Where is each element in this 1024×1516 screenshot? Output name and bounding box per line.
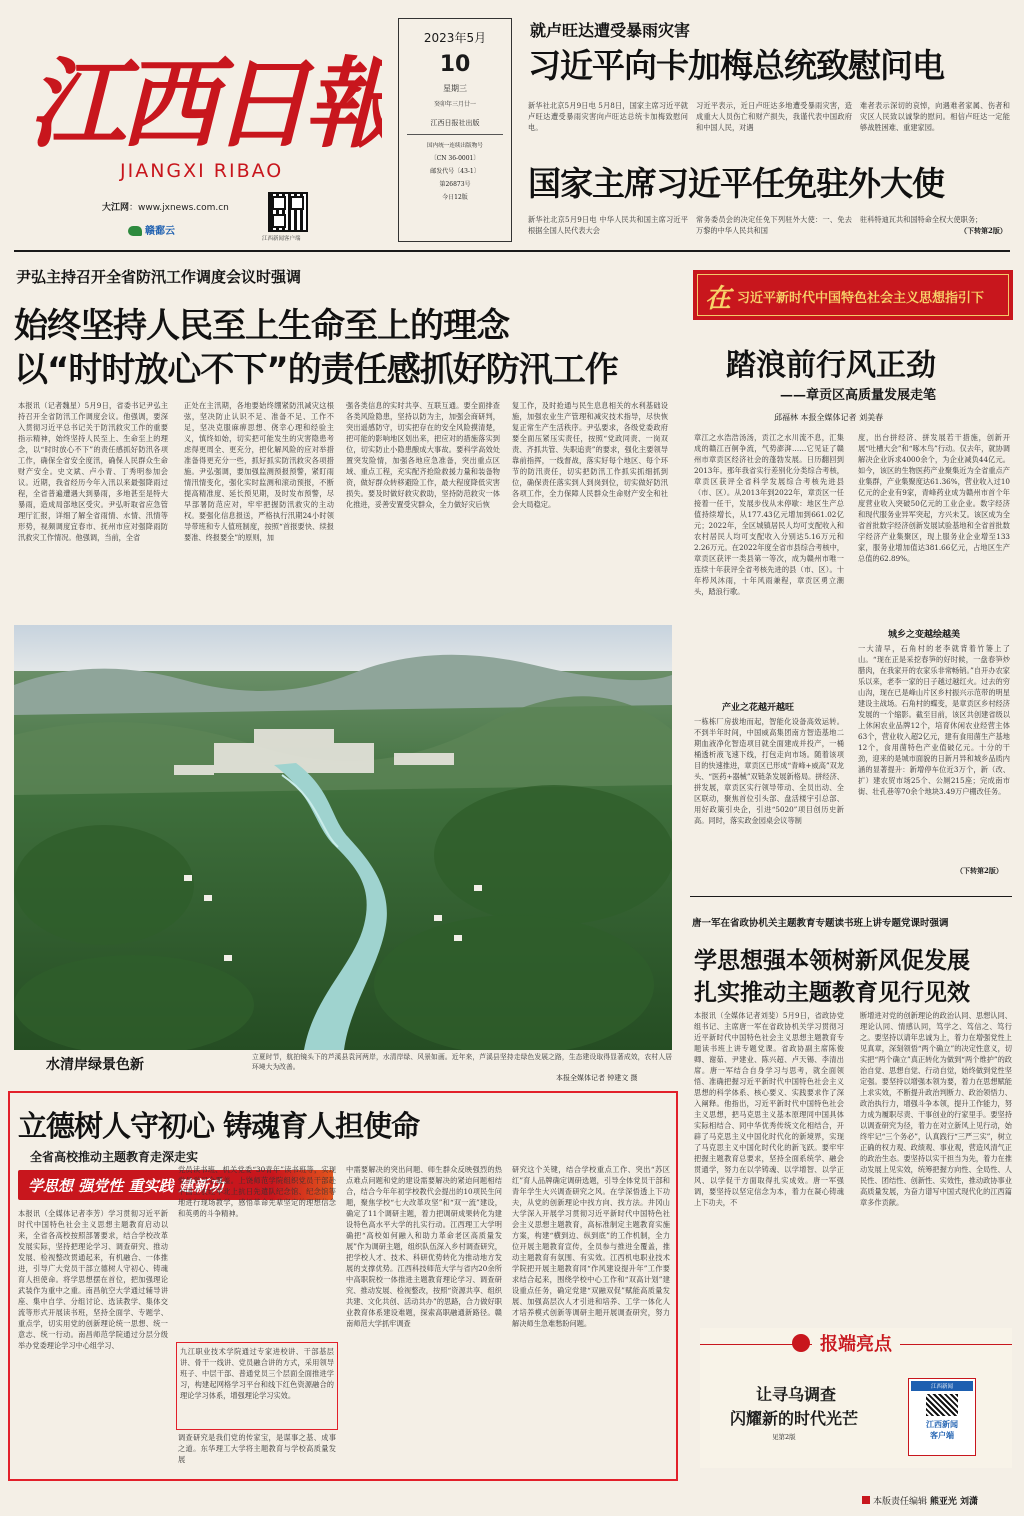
app-logo[interactable] bbox=[128, 222, 175, 237]
cn-number: 〔CN 36-0001〕 bbox=[430, 155, 480, 162]
education-col2c: 调查研究是我们党的传家宝，是谋事之基、成事之道。东华理工大学将主题教育与学校高质量发展 bbox=[178, 1433, 336, 1464]
lead-col4: 复工作，及时抢通与民生息息相关的水利基础设施，加强农业生产管理和减灾技术指导，尽快恢复正常生产生活秩序。尹弘要求，各级党委政府要全面压紧压实责任，按照“党政同责、一岗双责、齐抓共管、失职追责”的要求，强化主要领导靠前指挥，一线督战，落实好每个地区、每个环节的防汛责任，切实把防汛工作抓实抓细抓到位，确保责任落实到人到岗到位，切实做好防汛各项工作，全力保障人民群众生命财产安全和社会大局稳定。 bbox=[512, 401, 668, 509]
site-label: 大江网 bbox=[102, 203, 130, 213]
education-subhead: 全省高校推动主题教育走深走实 bbox=[30, 1150, 199, 1164]
education-col2b: 九江职业技术学院通过专家进校讲、干部基层讲、骨干一线讲、党员融合讲的方式，采用领导班子、中层干部、普通党员三个层面全面推进学习，构建起网格学习平台和线下红色资源融合的理论学习体系，增强理论学习实效。 bbox=[180, 1347, 334, 1400]
banner-prefix: 在 bbox=[705, 284, 732, 314]
special-banner bbox=[693, 270, 1013, 320]
story3-col2: 断增进对党的创新理论的政治认同、思想认同、理论认同、情感认同，笃学之、笃信之、笃行之。要坚持以请年忠诚为上，着力在增强党性上见真章，深刻领悟“两个确立”的决定性意义，切实把“两个确立”真正转化为做到“两个维护”的政治自觉、思想自觉、行动自觉，始终做到党性坚定强。要坚持以增强本领为要，着力在思想赋能上求实效，不断提升政治判断力、政治领悟力、政治执行力，增强斗争本领，提升工作能力，努力成为履职尽责、干事创业的行家里手。要坚持以调查研究为径，着力在对立新风上见行动，始终牢记“三个务必”，认真践行“三严三实”，树立正确的权力观、政绩观、事业观，营造风清气正的政治生态。要坚持以实干担当为先，着力在推动发展上见实效，统筹把握方向性、全局性、人民性、团结性、创新性、实效性，推动政协事业高质量发展，为奋力谱写中国式现代化的江西篇章多作贡献。 bbox=[860, 1011, 1012, 1207]
postal-code: 邮发代号〔43-1〕 bbox=[430, 168, 480, 175]
education-col1: 本报讯（全媒体记者李芳）学习贯彻习近平新时代中国特色社会主义思想主题教育启动以来，全省各高校按照部署要求，结合学校改革发展实际，坚持把理论学习、调查研究、推动发展、检视整改贯通起来，有机融合、一体推进，引导广大党员干部立德树人守初心、铸魂育人担使命。将学思想摆在首位，把加强理论武装作为重中之重。南昌航空大学通过辅导讲座、集中自学、分组讨论、选读教学、集体交流等形式开展读书班，坚持全面学、专题学、重点学，切实用党的创新理论统一思想、统一意志、统一行动。南昌师范学院通过分层分级举办党委理论学习中心组学习、 bbox=[18, 1209, 168, 1350]
date-publisher: 江西日报社出版 bbox=[430, 119, 480, 127]
top-story-2-col1: 新华社北京5月9日电 中华人民共和国主席习近平根据全国人民代表大会 bbox=[528, 215, 688, 235]
top-story-1-col1: 新华社北京5月9日电 5月8日，国家主席习近平就卢旺达遭受暴雨灾害向卢旺达总统卡加梅致慰问电。 bbox=[528, 101, 688, 132]
education-col4: 研究这个关键，结合学校重点工作、突出“苏区红”育人品牌确定调研选题，引导全体党员干部和青年学生大兴调查研究之风。在学深悟透上下功夫，从党的创新理论中找方向、找方法。井冈山大学深入开展学习贯彻习近平新时代中国特色社会主义思想主题教育，高标准制定主题教育实施方案，构建“横到边、纵到底”的工作机制，全力位开展主题教育宣传，全员参与推进全覆盖，推动主题教育有氛围、有实效。江西机电职业技术学院把开展主题教育同“作风建设提升年”工作要求结合起来，围绕学校中心工作和“双高计划”建设重点任务，确定党建“双融双促”赋能高质量发展、加强高层次人才引进和培养、工学一体化人才培养模式创新等调研主题开展调查研究，努力解决师生急难愁盼问题。 bbox=[512, 1165, 670, 1328]
masthead-divider bbox=[14, 250, 1010, 252]
education-col3: 中需要解决的突出问题、师生群众反映强烈的热点难点问题和党的建设需要解决的紧迫问题相结合，结合今年年初学校教代会提出的10项民生问题，聚焦学校“七大改革攻坚”和“双一流”建设，确定了11个调研主题，着力把调研成果转化为建设特色高水平大学的扎实行动。江西理工大学明确把“高校如何融入和助力革命老区高质量发展”作为调研主题，组织队伍深入乡村调查研究，把学校人才、技术、科研优势转化为推动地方发展的支撑优势。江西科技师范大学与省内20余所中高职院校一体推进主题教育理论学习、调查研究、推动发展、检视整改，按照“资源共享、组织共建、文化共创、活动共办”的思路，合力做好职业教育体系建设难题，探索高职融通新路径。赣南师范大学抓牢调查 bbox=[346, 1165, 502, 1328]
feature-col2: 度，出台拼经济、拼发展若干措施，创新开展“吐槽大会”和“啄木鸟”行动。仅去年，就协调解决企业诉求4000余个，为企业减负44亿元。如今，该区的生物医药产业聚集近为全省重点产业集群，产业集聚度达61.36%，营业收入过10亿元的企业有9家，青峰药业成为赣州市首个年度营业收入突破50亿元的工业企业。数字经济和现代服务业异军突起，方兴未艾。该区成为全省首批数字经济创新发展试验基地和全省首批数字经济产业集聚区，现上服务业企业增至133家，服务业增加值达381.66亿元，占地区生产总值的62.89%。 bbox=[858, 433, 1010, 563]
story3-kicker: 唐一军在省政协机关主题教育专题读书班上讲专题党课时强调 bbox=[692, 918, 949, 929]
top-story-2-col2: 常务委员会的决定任免下列驻外大使：一、免去万黎的中华人民共和国 bbox=[696, 215, 852, 235]
qr-code[interactable] bbox=[268, 192, 308, 232]
photo-caption-text: 立夏时节，航拍镜头下的芦溪县袁河两岸，水清岸绿、风景如画。近年来，芦溪县坚持走绿色发展之路，生态建设取得显著成效，农村人居环境大为改善。 bbox=[252, 1053, 672, 1071]
qr-caption: 江西新闻客户端 bbox=[262, 236, 301, 242]
education-banner-text: 学思想 强党性 重实践 建新功 bbox=[28, 1177, 224, 1195]
feature-continued[interactable]: （下转第2版） bbox=[956, 866, 1003, 875]
lead-headline-line2: 以“时时放心不下”的责任感抓好防汛工作 bbox=[14, 350, 618, 390]
feature-col1: 章江之水浩浩汤汤，贡江之水川流不息，汇集成的赣江百舸争流，气势澎湃……它见证了赣州市章贡区经济社会的蓬勃发展。日历翻回到2013年。那年我省实行差别化分类综合考核，章贡区获评全省科学发展综合考核先进县（市、区）。从2013年到2022年，章贡区一任接着一任干，发展步伐从未停歇：地区生产总值持续增长，从177.43亿元增加到661.02亿元；2022年，全区城镇居民人均可支配收入和农村居民人均可支配收入分别达5.16万元和2.26万元。在2022年度全省市县综合考核中，章贡区获评一类县第一等次，成为赣州市唯一连续十年获评全省考核先进的县（市、区）。十年栉风沐雨，十年风雨兼程，章贡区勇立潮头，踏浪行歌。 bbox=[694, 433, 844, 596]
top-story-2-headline: 国家主席习近平任免驻外大使 bbox=[528, 164, 944, 203]
highlight-title: 报端亮点 bbox=[812, 1330, 900, 1356]
date-year-month: 2023年5月 bbox=[423, 31, 487, 45]
lead-kicker: 尹弘主持召开全省防汛工作调度会议时强调 bbox=[16, 268, 302, 286]
highlight-app-line2: 客户端 bbox=[930, 1431, 954, 1440]
app-icon bbox=[128, 226, 142, 236]
aerial-photo bbox=[14, 625, 672, 1050]
highlight-headline-line1: 让寻乌调查 bbox=[756, 1385, 837, 1404]
story3-col1: 本报讯（全媒体记者刘斐）5月9日，省政协党组书记、主席唐一军在省政协机关学习贯彻习近平新时代中国特色社会主义思想主题教育专题读书班上讲专题党课。省政协副主席陈俊卿、谢茹、尹建业、陈兴超、卢天锡、李清出席。唐一军结合自身学习与思考，就全面领悟、准确把握习近平新时代中国特色社会主义思想的科学体系、核心要义、实践要求作了深入阐释。他指出，习近平新时代中国特色社会主义思想，把马克思主义基本原理同中国具体实际相结合、同中华优秀传统文化相结合，开辟了马克思主义中国化时代化的新境界，实现了马克思主义中国化时代化的新飞跃。要牢牢把握主题教育总要求，坚持全面系统学、融会贯通学，努力在以学铸魂、以学增智、以学正风、以学促干方面取得扎实成效。唐一军强调，要坚持以坚定信念为本，着力在凝心铸魂上下功夫，不 bbox=[694, 1011, 844, 1207]
footer-editors bbox=[862, 1494, 978, 1507]
photo-caption-title: 水清岸绿景色新 bbox=[46, 1057, 144, 1073]
lead-col3: 强各类信息的实时共享、互联互通。要全面排查各类风险隐患，坚持以防为主，加强会商研判，突出遥感防守，切实把存在的安全风险摸清楚，把可能的影响地区划出来，把应对的措施落实到位，切实防止小隐患酿成大事故。要科学高效处置突发险情，加强各地应急准备，突出重点区域、重点工程，充实配齐抢险救援力量和装备物资，做好群众转移避险工作，最大程度降低灾害损失。要及时做好救灾救助，坚持防范救灾一体化推进，妥善安置受灾群众，全力做好灾后恢 bbox=[346, 401, 500, 509]
river-landscape-image bbox=[14, 625, 672, 1050]
story3-headline-line1: 学思想强本领树新风促发展 bbox=[694, 948, 970, 974]
site-line: 大江网：www.jxnews.com.cn bbox=[102, 203, 229, 213]
highlight-qr-code[interactable] bbox=[926, 1394, 958, 1416]
issue-number: 第26873号 bbox=[439, 181, 471, 188]
top-story-1-col2: 习近平表示，近日卢旺达多地遭受暴雨灾害，造成重大人员伤亡和财产损失，我谨代表中国政府和中国人民，对遇 bbox=[696, 101, 852, 132]
feature-col2b: 一大清早，石角村的老李就背着竹篓上了山。“现在正是采挖春笋的好时候，一盘春笋炒腊肉，在我家开的农家乐非常畅销。”自开办农家乐以来，老李一家的日子越过越红火。过去的穷山沟，现在已是峰山片区乡村振兴示范带的明星建设主战场。石角村的蝶变，是章贡区乡村经济发展的一个缩影。截至目前，该区共创建省级以上休闲农业品牌12个，培育休闲农业经营主体63个，营业收入超2亿元，建有食用菌生产基地12个，食用菌特色产业值破亿元。十分的干劲，迎来的是城市面貌的日新月异和城乡品质内涵的显著提升：新增停车位近3万个，新（改、扩）建农贸市场25个、公厕215座；完成南市街、壮孔巷等70余个地块3.49万户棚改任务。 bbox=[858, 644, 1010, 796]
highlight-see-page[interactable]: 见第2版 bbox=[772, 1433, 796, 1441]
feature-subhead-urban-rural: 城乡之变越绘越美 bbox=[888, 630, 961, 640]
masthead-title bbox=[22, 26, 382, 166]
highlight-app-badge: 江西新闻 bbox=[911, 1381, 973, 1391]
footer-editor-label: 本版责任编辑 bbox=[873, 1497, 928, 1507]
highlight-app-line1: 江西新闻 bbox=[926, 1420, 958, 1429]
banner-text: 习近平新时代中国特色社会主义思想指引下 bbox=[737, 291, 985, 306]
svg-text:江西日報: 江西日報 bbox=[28, 47, 382, 162]
feature-headline: 踏浪前行风正劲 bbox=[726, 348, 936, 383]
footer-square-icon bbox=[862, 1496, 870, 1504]
masthead-pinyin: JIANGXI RIBAO bbox=[120, 160, 284, 182]
footer-editor-names: 熊亚光 刘潇 bbox=[929, 1497, 979, 1507]
highlight-icon bbox=[792, 1334, 810, 1352]
feature-subhead-industry: 产业之花越开越旺 bbox=[722, 703, 795, 713]
lead-headline-line1: 始终坚持人民至上生命至上的理念 bbox=[14, 306, 509, 346]
top-story-1-col3: 难者表示深切的哀悼，向遇难者家属、伤者和灾区人民致以诚挚的慰问。相信卢旺达一定能够战胜困难、重建家园。 bbox=[860, 101, 1010, 132]
date-weekday: 星期三 bbox=[443, 84, 467, 93]
date-day: 10 bbox=[439, 52, 471, 77]
page-count: 今日12版 bbox=[442, 194, 468, 201]
top-story-1-kicker: 就卢旺达遭受暴雨灾害 bbox=[530, 21, 691, 40]
story3-headline-line2: 扎实推动主题教育见行见效 bbox=[694, 980, 970, 1006]
education-headline: 立德树人守初心 铸魂育人担使命 bbox=[18, 1109, 420, 1143]
right-divider bbox=[690, 896, 1012, 897]
date-lunar: 癸卯年三月廿一 bbox=[433, 101, 476, 108]
app-name: 赣鄱云 bbox=[145, 226, 175, 237]
feature-byline: 邱福林 本报全媒体记者 刘美春 bbox=[774, 413, 884, 422]
masthead-calligraphy-logo bbox=[22, 26, 382, 166]
top-story-2-continued[interactable]: （下转第2版） bbox=[960, 226, 1007, 235]
site-url[interactable]: www.jxnews.com.cn bbox=[138, 203, 229, 213]
date-box bbox=[398, 18, 512, 242]
highlight-headline-line2: 闪耀新的时代光芒 bbox=[730, 1409, 859, 1428]
top-story-1-headline: 习近平向卡加梅总统致慰问电 bbox=[528, 46, 944, 85]
feature-col1b: 一栋栋厂房拔地而起，智能化设备高效运转。不到半年时间，中国威高集团南方智造基地二期血液净化智造项目就全面建成并投产，一桶桶透析液飞速下线，打包走向市场。随着该项目的快速推进，章贡区已形成“青峰+威高”双龙头、“医药+器械”双链条发展新格局。拼经济、拼发展，章贡区实行领导带动、全员出动、全区联动，聚焦首位引头部、盘活楼宇引总部、用好政策引央企，引进“5020”项目创历史新高。同时，落实政金园桌会议等制 bbox=[694, 717, 844, 825]
highlight-app-promo[interactable] bbox=[908, 1378, 976, 1456]
education-col2a: 党员读书班、机关党委“30青年”读书班等，实现党员学习全覆盖。上饶师范学院组织党员干部赴中国工农红军北上抗日先遣队纪念馆、纪念馆等地进行现场教学，感悟革命先辈坚定的理想信念和英勇的斗争精神。 bbox=[178, 1165, 336, 1218]
lead-col1: 本报讯（记者魏星）5月9日，省委书记尹弘主持召开全省防汛工作调度会议。他强调，要深入贯彻习近平总书记关于防汛救灾工作的重要指示精神，始终坚持人民至上、生命至上的理念，以“时时放心不下”的责任感抓好防汛各项工作，确保全省安全度汛，确保人民群众生命财产安全。史文斌、卢小青、丁秀明参加会议。近期，我省经历今年入汛以来最强降雨过程，全省普遍遭遇大到暴雨，多地甚至是特大暴雨，造成局部地区受灾。尹弘听取省应急管理厅汇报，详细了解全省雨情、水情、汛情等形势，视频调度宜春市、抚州市应对强降雨防汛救灾工作情况。他强调，当前，全省 bbox=[18, 401, 168, 542]
photo-credit: 本报全媒体记者 钟建文 摄 bbox=[556, 1074, 638, 1082]
cn-label: 国内统一连续出版物号 bbox=[427, 143, 483, 149]
top-story-2-col3: 驻科特迪瓦共和国特命全权大使职务； bbox=[860, 215, 983, 224]
feature-subhead: ——章贡区高质量发展走笔 bbox=[780, 388, 937, 403]
news-highlight-box[interactable] bbox=[700, 1328, 1012, 1468]
lead-col2: 正处在主汛期，各地要始终绷紧防汛减灾这根弦，坚决防止认识不足、准备不足、工作不足，坚决克服麻痹思想、侥幸心理和经验主义，慎终如始，切实把可能发生的灾害隐患考虑得更周全、更充分，把化解风险的应对举措准备得更充分一些，抓好抓实防汛救灾各项措施。尹弘强调，要加强监测预报预警，紧盯雨情汛情变化，强化实时监测和滚动预报，不断提高精准度、延长预见期，及时发布预警，尽早部署防范应对，牢牢把握防汛救灾的主动权。要强化信息报送，严格执行汛期24小时领导带班和专人值班制度，按照“首报要快、续报要准、终报要全”的原则，加 bbox=[184, 401, 334, 542]
